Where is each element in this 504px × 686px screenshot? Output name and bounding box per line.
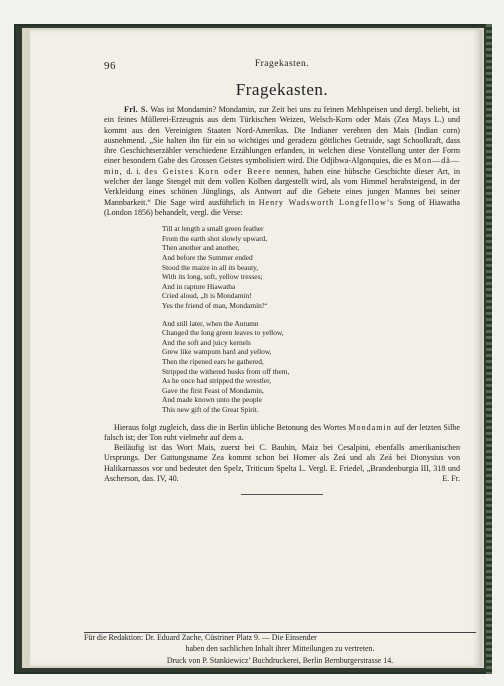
poem-line: Gave the first Feast of Mondamin,: [162, 385, 264, 395]
printer-line: Druck von P. Stankiewicz’ Buchdruckerei, Berlin Bernburgerstrasse 14.: [166, 655, 394, 665]
poem-line: Till at length a small green feather: [162, 224, 264, 234]
page-content: [104, 58, 460, 507]
para2-mondamin: Mondamin: [348, 422, 392, 432]
editor-line: Für die Redaktion: Dr. Eduard Zache, Cüstriner Platz 9. — Die Einsender: [84, 633, 317, 642]
para1-text-d: Song of Hiawatha (London 1856) behandelt, vergl. die Verse:: [104, 197, 460, 217]
responsibility-line: haben den sachlichen Inhalt ihrer Mitteilungen zu vertreten.: [185, 643, 375, 653]
poem-line: Yes the friend of man, Mondamin!“: [162, 301, 268, 311]
para2-text-b: auf der letzten Silbe falsch ist; der Ton ruht vielmehr auf dem a.: [104, 422, 460, 442]
para1-text-c: nennen, haben eine hübsche Geschichte dieser Art, in welcher der lange Stengel mit dem vollen Kolben dargestellt wird, als vom Himmel herabsteigend, in der Verkleidung eines schönen Jünglings, als Antwort auf die Gebete eines jungen Mannes bei seiner Mannbarkeit.“ Die Sage wird ausführlich in: [104, 166, 460, 207]
para1-mon-da-min: Mon—dä—min,: [104, 156, 460, 176]
poem-line: Cried aloud, „It is Mondamin!: [162, 291, 252, 301]
poem-line: With its long, soft, yellow tresses;: [162, 272, 263, 282]
hiawatha-poem: [162, 224, 460, 414]
poem-line: This new gift of the Great Spirit.: [162, 404, 259, 414]
cover-edge: [486, 24, 492, 674]
paragraph-2: [104, 423, 460, 444]
section-title: Fragekasten.: [235, 80, 329, 99]
poem-line: Grew like wampum hard and yellow,: [162, 347, 272, 357]
paragraph-1: [104, 105, 460, 218]
para1-author: Henry Wadsworth Longfellow’s: [258, 197, 395, 207]
para1-korn: des Geistes Korn oder Beere: [144, 166, 272, 176]
para1-text-b: d. i.: [126, 166, 141, 176]
poem-line: And before the Summer ended: [162, 253, 253, 263]
book-page: [30, 30, 482, 666]
poem-line: And still later, when the Autumn: [162, 318, 259, 328]
poem-line: Changed the long green leaves to yellow,: [162, 328, 284, 338]
page-number: 96: [104, 60, 116, 72]
poem-line: And made known unto the people: [162, 395, 262, 405]
addressee: Frl. S.: [124, 105, 148, 114]
running-title: Fragekasten.: [254, 59, 310, 69]
poem-stanza-2: [162, 319, 460, 415]
poem-line: As he once had stripped the wrestler,: [162, 376, 272, 386]
para3-text: Beiläufig ist das Wort Mais, zuerst bei C. Bauhin, Maiz bei Cesalpini, ebenfalls amerikanischen Ursprungs. Der Gattungsname Zea kommt schon bei Homer als Zeá und als Zeá bei Dionysius von Halikarnassos vor und bedeutet den Spelz, Triticum Spelta L. Vergl. E. Friedel, „Brandenburgia III, 318 und Ascherson, das. IV, 40.: [104, 443, 460, 484]
poem-line: Then another and another,: [162, 243, 240, 253]
poem-line: From the earth shot slowly upward,: [162, 233, 268, 243]
poem-line: Stripped the withered husks from off them,: [162, 366, 290, 376]
paragraph-3: [104, 443, 460, 484]
imprint-footer: [84, 633, 476, 666]
para2-text-a: Hieraus folgt zugleich, dass die in Berlin übliche Betonung des Wortes: [114, 422, 347, 432]
para1-text-a: Was ist Mondamin? Mondamin, zur Zeit bei uns zu feinen Mehlspeisen und dergl. beliebt, ist ein feines Müllerei-Erzeugnis aus dem Türkischen Weizen, Welsch-Korn oder Mais (Zea Mays L.) und kommt aus den Vereinigten Staaten Nord-Amerikas. Die Indianer verehren den Mais (Indian corn) ausnehmend. „Sie halten ihn für ein so wichtiges und geradezu göttliches Getraide, sagt Schoolkraft, dass ihre Geschichtserzähler verschiedene Erzählungen erfanden, in welchen diese Vorstellung unter der Form einer besondern Gabe des Grossen Geistes symbolisiert wird. Die Odjibwa-Algonquies, die es: [104, 105, 460, 166]
poem-line: Stood the maize in all its beauty,: [162, 262, 259, 272]
poem-line: Then the ripened ears he gathered,: [162, 356, 264, 366]
section-divider: [241, 494, 323, 495]
signature: E. Fr.: [442, 474, 460, 484]
poem-stanza-1: [162, 224, 460, 310]
poem-line: And in rapture Hiawatha: [162, 281, 236, 291]
running-head: [104, 58, 460, 74]
poem-line: And the soft and juicy kernels: [162, 337, 251, 347]
